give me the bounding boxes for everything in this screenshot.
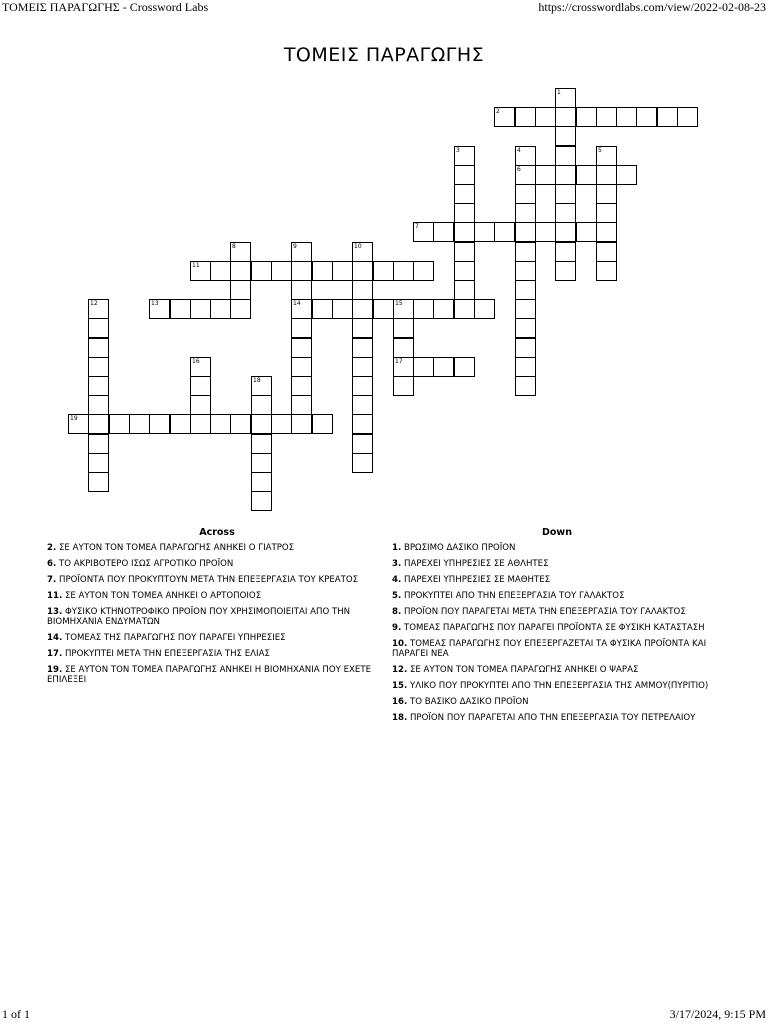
grid-cell[interactable] <box>596 222 617 242</box>
grid-cell[interactable] <box>454 184 475 204</box>
grid-cell[interactable] <box>515 338 536 358</box>
clue-text: ΤΟ ΑΚΡΙΒΟΤΕΡΟ ΙΣΩΣ ΑΓΡΟΤΙΚΟ ΠΡΟΪΟΝ <box>56 559 234 569</box>
grid-cell[interactable] <box>68 414 89 434</box>
clue-number: 13. <box>47 607 63 617</box>
clue-number: 1 <box>557 89 561 96</box>
grid-cell[interactable] <box>454 280 475 300</box>
grid-cell[interactable] <box>515 318 536 338</box>
down-heading: Down <box>542 527 572 538</box>
clue-number: 19 <box>70 415 78 422</box>
grid-cell[interactable] <box>535 165 556 185</box>
down-clue <box>392 543 722 553</box>
clue-number: 10. <box>392 639 408 649</box>
grid-cell[interactable] <box>576 222 597 242</box>
page-count: 1 of 1 <box>2 1007 30 1021</box>
grid-cell[interactable] <box>251 376 272 396</box>
across-clue <box>47 559 387 569</box>
grid-cell[interactable] <box>291 299 312 319</box>
clue-text: ΣΕ ΑΥΤΟΝ ΤΟΝ ΤΟΜΕΑ ΑΝΗΚΕΙ Ο ΑΡΤΟΠΟΙΟΣ <box>62 591 262 601</box>
grid-cell[interactable] <box>291 280 312 300</box>
grid-cell[interactable] <box>454 165 475 185</box>
clue-number: 11. <box>47 591 63 601</box>
grid-cell[interactable] <box>474 299 495 319</box>
grid-cell[interactable] <box>190 414 211 434</box>
grid-cell[interactable] <box>515 107 536 127</box>
grid-cell[interactable] <box>413 299 434 319</box>
grid-cell[interactable] <box>129 414 150 434</box>
grid-cell[interactable] <box>596 203 617 223</box>
grid-cell[interactable] <box>555 184 576 204</box>
grid-cell[interactable] <box>352 434 373 454</box>
grid-cell[interactable] <box>535 222 556 242</box>
across-clue <box>47 633 387 643</box>
clue-number: 5 <box>598 147 602 154</box>
grid-cell[interactable] <box>454 242 475 262</box>
grid-cell[interactable] <box>393 338 414 358</box>
grid-cell[interactable] <box>88 376 109 396</box>
clue-number: 18 <box>253 377 261 384</box>
clue-text: ΣΕ ΑΥΤΟΝ ΤΟΝ ΤΟΜΕΑ ΠΑΡΑΓΩΓΗΣ ΑΝΗΚΕΙ Ο ΨΑΡΑΣ <box>407 665 639 675</box>
grid-cell[interactable] <box>596 146 617 166</box>
grid-cell[interactable] <box>352 318 373 338</box>
grid-cell[interactable] <box>190 261 211 281</box>
grid-cell[interactable] <box>494 222 515 242</box>
grid-cell[interactable] <box>454 222 475 242</box>
clue-number: 2. <box>47 543 57 553</box>
down-clue <box>392 575 722 585</box>
grid-cell[interactable] <box>596 165 617 185</box>
clue-number: 6 <box>517 166 521 173</box>
grid-cell[interactable] <box>251 261 272 281</box>
clue-number: 5. <box>392 591 402 601</box>
grid-cell[interactable] <box>88 357 109 377</box>
grid-cell[interactable] <box>291 395 312 415</box>
clue-number: 8. <box>392 607 402 617</box>
grid-cell[interactable] <box>555 222 576 242</box>
clue-number: 9 <box>293 243 297 250</box>
grid-cell[interactable] <box>515 280 536 300</box>
grid-cell[interactable] <box>230 299 251 319</box>
grid-cell[interactable] <box>555 126 576 146</box>
clue-text: ΤΟ ΒΑΣΙΚΟ ΔΑΣΙΚΟ ΠΡΟΪΟΝ <box>407 697 529 707</box>
clue-number: 1. <box>392 543 402 553</box>
clue-number: 15. <box>392 681 408 691</box>
clue-number: 10 <box>354 243 362 250</box>
clue-text: ΤΟΜΕΑΣ ΠΑΡΑΓΩΓΗΣ ΠΟΥ ΠΑΡΑΓΕΙ ΠΡΟΪΟΝΤΑ ΣΕ ΦΥΣΙΚΗ ΚΑΤΑΣΤΑΣΗ <box>401 623 705 633</box>
puzzle-title: ΤΟΜΕΙΣ ΠΑΡΑΓΩΓΗΣ <box>283 44 485 66</box>
clue-number: 3. <box>392 559 402 569</box>
grid-cell[interactable] <box>251 453 272 473</box>
grid-cell[interactable] <box>230 414 251 434</box>
clue-number: 4 <box>517 147 521 154</box>
down-clues <box>392 528 722 729</box>
grid-cell[interactable] <box>312 414 333 434</box>
grid-cell[interactable] <box>596 184 617 204</box>
grid-cell[interactable] <box>88 472 109 492</box>
grid-cell[interactable] <box>555 165 576 185</box>
clue-number: 14. <box>47 633 63 643</box>
grid-cell[interactable] <box>88 453 109 473</box>
clue-number: 11 <box>192 262 200 269</box>
grid-cell[interactable] <box>291 242 312 262</box>
clue-number: 2 <box>496 108 500 115</box>
grid-cell[interactable] <box>291 414 312 434</box>
print-timestamp: 3/17/2024, 9:15 PM <box>669 1007 766 1021</box>
grid-cell[interactable] <box>312 299 333 319</box>
clue-text: ΠΡΟΚΥΠΤΕΙ ΑΠΟ ΤΗΝ ΕΠΕΞΕΡΓΑΣΙΑ ΤΟΥ ΓΑΛΑΚΤΟΣ <box>401 591 625 601</box>
grid-cell[interactable] <box>352 261 373 281</box>
clue-text: ΣΕ ΑΥΤΟΝ ΤΟΝ ΤΟΜΕΑ ΠΑΡΑΓΩΓΗΣ ΑΝΗΚΕΙ Ο ΓΙΑΤΡΟΣ <box>56 543 295 553</box>
clue-number: 16. <box>392 697 408 707</box>
down-clue <box>392 639 722 659</box>
grid-cell[interactable] <box>170 414 191 434</box>
grid-cell[interactable] <box>312 261 333 281</box>
down-clue <box>392 559 722 569</box>
grid-cell[interactable] <box>433 357 454 377</box>
grid-cell[interactable] <box>393 357 414 377</box>
grid-cell[interactable] <box>393 376 414 396</box>
grid-cell[interactable] <box>413 261 434 281</box>
clue-text: ΠΡΟΪΟΝ ΠΟΥ ΠΑΡΑΓΕΤΑΙ ΜΕΤΑ ΤΗΝ ΕΠΕΞΕΡΓΑΣΙΑ ΤΟΥ ΓΑΛΑΚΤΟΣ <box>401 607 686 617</box>
grid-cell[interactable] <box>596 107 617 127</box>
grid-cell[interactable] <box>190 395 211 415</box>
across-clue <box>47 607 387 627</box>
grid-cell[interactable] <box>88 299 109 319</box>
grid-cell[interactable] <box>373 299 394 319</box>
grid-cell[interactable] <box>190 299 211 319</box>
grid-cell[interactable] <box>251 434 272 454</box>
grid-cell[interactable] <box>291 261 312 281</box>
grid-cell[interactable] <box>393 318 414 338</box>
grid-cell[interactable] <box>393 261 414 281</box>
grid-cell[interactable] <box>454 203 475 223</box>
grid-cell[interactable] <box>210 414 231 434</box>
grid-cell[interactable] <box>454 357 475 377</box>
clue-text: ΠΑΡΕΧΕΙ ΥΠΗΡΕΣΙΕΣ ΣΕ ΜΑΘΗΤΕΣ <box>401 575 551 585</box>
grid-cell[interactable] <box>251 395 272 415</box>
across-clue <box>47 665 387 685</box>
clue-text: ΣΕ ΑΥΤΟΝ ΤΟΝ ΤΟΜΕΑ ΠΑΡΑΓΩΓΗΣ ΑΝΗΚΕΙ Η ΒΙΟΜΗΧΑΝΙΑ ΠΟΥ ΕΧΕΤΕ ΕΠΙΛΕΞΕΙ <box>47 665 372 685</box>
page-url[interactable]: https://crosswordlabs.com/view/2022-02-08-23 <box>538 0 766 14</box>
clue-number: 16 <box>192 358 200 365</box>
grid-cell[interactable] <box>515 261 536 281</box>
grid-cell[interactable] <box>88 318 109 338</box>
grid-cell[interactable] <box>332 261 353 281</box>
clue-text: ΦΥΣΙΚΟ ΚΤΗΝΟΤΡΟΦΙΚΟ ΠΡΟΪΟΝ ΠΟΥ ΧΡΗΣΙΜΟΠΟΙΕΙΤΑΙ ΑΠΟ ΤΗΝ ΒΙΟΜΗΧΑΝΙΑ ΕΝΔΥΜΑΤΩΝ <box>47 607 351 627</box>
across-heading: Across <box>199 527 235 538</box>
clue-number: 19. <box>47 665 63 675</box>
clue-text: ΤΟΜΕΑΣ ΤΗΣ ΠΑΡΑΓΩΓΗΣ ΠΟΥ ΠΑΡΑΓΕΙ ΥΠΗΡΕΣΙΕΣ <box>62 633 286 643</box>
grid-cell[interactable] <box>230 261 251 281</box>
clue-text: ΥΛΙΚΟ ΠΟΥ ΠΡΟΚΥΠΤΕΙ ΑΠΟ ΤΗΝ ΕΠΕΞΕΡΓΑΣΙΑ ΤΗΣ ΑΜΜΟΥ(ΠΥΡΙΤΙΟ) <box>407 681 709 691</box>
grid-cell[interactable] <box>494 107 515 127</box>
grid-cell[interactable] <box>291 338 312 358</box>
print-footer <box>0 1008 768 1024</box>
grid-cell[interactable] <box>555 88 576 108</box>
grid-cell[interactable] <box>251 414 272 434</box>
grid-cell[interactable] <box>149 299 170 319</box>
grid-cell[interactable] <box>454 146 475 166</box>
clue-text: ΠΡΟΪΟΝ ΠΟΥ ΠΑΡΑΓΕΤΑΙ ΑΠΟ ΤΗΝ ΕΠΕΞΕΡΓΑΣΙΑ ΤΟΥ ΠΕΤΡΕΛΑΙΟΥ <box>407 713 696 723</box>
clue-number: 17 <box>395 358 403 365</box>
clue-number: 15 <box>395 300 403 307</box>
grid-cell[interactable] <box>190 376 211 396</box>
grid-cell[interactable] <box>515 357 536 377</box>
clue-number: 14 <box>293 300 301 307</box>
clue-number: 7 <box>415 223 419 230</box>
grid-cell[interactable] <box>210 261 231 281</box>
down-clue <box>392 607 722 617</box>
grid-cell[interactable] <box>576 107 597 127</box>
clue-number: 6. <box>47 559 57 569</box>
grid-cell[interactable] <box>515 299 536 319</box>
grid-cell[interactable] <box>251 491 272 511</box>
grid-cell[interactable] <box>149 414 170 434</box>
grid-cell[interactable] <box>413 357 434 377</box>
across-clues <box>47 528 387 691</box>
grid-cell[interactable] <box>515 203 536 223</box>
grid-cell[interactable] <box>636 107 657 127</box>
clue-number: 13 <box>151 300 159 307</box>
grid-cell[interactable] <box>88 434 109 454</box>
grid-cell[interactable] <box>352 299 373 319</box>
across-clue <box>47 543 387 553</box>
clue-number: 12 <box>90 300 98 307</box>
grid-cell[interactable] <box>616 107 637 127</box>
clue-number: 8 <box>232 243 236 250</box>
clue-text: ΠΑΡΕΧΕΙ ΥΠΗΡΕΣΙΕΣ ΣΕ ΑΘΛΗΤΕΣ <box>401 559 549 569</box>
grid-cell[interactable] <box>88 414 109 434</box>
clue-text: ΠΡΟΚΥΠΤΕΙ ΜΕΤΑ ΤΗΝ ΕΠΕΞΕΡΓΑΣΙΑ ΤΗΣ ΕΛΙΑΣ <box>62 649 270 659</box>
grid-cell[interactable] <box>230 280 251 300</box>
grid-cell[interactable] <box>109 414 130 434</box>
grid-cell[interactable] <box>474 222 495 242</box>
page-title: ΤΟΜΕΙΣ ΠΑΡΑΓΩΓΗΣ - Crossword Labs <box>2 0 209 14</box>
grid-cell[interactable] <box>515 146 536 166</box>
grid-cell[interactable] <box>352 453 373 473</box>
across-clue <box>47 575 387 585</box>
across-clue <box>47 649 387 659</box>
grid-cell[interactable] <box>555 242 576 262</box>
clue-text: ΠΡΟΪΟΝΤΑ ΠΟΥ ΠΡΟΚΥΠΤΟΥΝ ΜΕΤΑ ΤΗΝ ΕΠΕΞΕΡΓΑΣΙΑ ΤΟΥ ΚΡΕΑΤΟΣ <box>56 575 359 585</box>
grid-cell[interactable] <box>170 299 191 319</box>
across-clue <box>47 591 387 601</box>
grid-cell[interactable] <box>555 146 576 166</box>
grid-cell[interactable] <box>413 222 434 242</box>
grid-cell[interactable] <box>576 165 597 185</box>
grid-cell[interactable] <box>352 395 373 415</box>
grid-cell[interactable] <box>291 357 312 377</box>
grid-cell[interactable] <box>352 357 373 377</box>
grid-cell[interactable] <box>393 299 414 319</box>
grid-cell[interactable] <box>596 242 617 262</box>
grid-cell[interactable] <box>454 261 475 281</box>
grid-cell[interactable] <box>515 184 536 204</box>
grid-cell[interactable] <box>515 376 536 396</box>
grid-cell[interactable] <box>677 107 698 127</box>
grid-cell[interactable] <box>291 318 312 338</box>
grid-cell[interactable] <box>555 261 576 281</box>
grid-cell[interactable] <box>555 107 576 127</box>
grid-cell[interactable] <box>88 395 109 415</box>
grid-cell[interactable] <box>616 165 637 185</box>
clue-number: 17. <box>47 649 63 659</box>
grid-cell[interactable] <box>535 107 556 127</box>
grid-cell[interactable] <box>291 376 312 396</box>
grid-cell[interactable] <box>433 299 454 319</box>
grid-cell[interactable] <box>515 222 536 242</box>
down-clue <box>392 623 722 633</box>
grid-cell[interactable] <box>352 414 373 434</box>
grid-cell[interactable] <box>596 261 617 281</box>
clue-text: ΤΟΜΕΑΣ ΠΑΡΑΓΩΓΗΣ ΠΟΥ ΕΠΕΞΕΡΓΑΖΕΤΑΙ ΤΑ ΦΥΣΙΚΑ ΠΡΟΪΟΝΤΑ ΚΑΙ ΠΑΡΑΓΕΙ ΝΕΑ <box>392 639 707 659</box>
clue-number: 9. <box>392 623 402 633</box>
grid-cell[interactable] <box>88 338 109 358</box>
grid-cell[interactable] <box>433 222 454 242</box>
grid-cell[interactable] <box>352 338 373 358</box>
grid-cell[interactable] <box>352 242 373 262</box>
down-clue <box>392 681 722 691</box>
grid-cell[interactable] <box>230 242 251 262</box>
grid-cell[interactable] <box>515 242 536 262</box>
grid-cell[interactable] <box>352 280 373 300</box>
grid-cell[interactable] <box>657 107 678 127</box>
grid-cell[interactable] <box>332 299 353 319</box>
grid-cell[interactable] <box>271 261 292 281</box>
clue-number: 18. <box>392 713 408 723</box>
clue-number: 4. <box>392 575 402 585</box>
down-clue <box>392 591 722 601</box>
clue-number: 12. <box>392 665 408 675</box>
clue-number: 7. <box>47 575 57 585</box>
grid-cell[interactable] <box>454 299 475 319</box>
grid-cell[interactable] <box>515 165 536 185</box>
grid-cell[interactable] <box>210 299 231 319</box>
grid-cell[interactable] <box>271 414 292 434</box>
down-clue <box>392 665 722 675</box>
grid-cell[interactable] <box>555 203 576 223</box>
grid-cell[interactable] <box>251 472 272 492</box>
grid-cell[interactable] <box>190 357 211 377</box>
down-clue <box>392 713 722 723</box>
grid-cell[interactable] <box>352 376 373 396</box>
grid-cell[interactable] <box>373 261 394 281</box>
clue-number: 3 <box>456 147 460 154</box>
clue-text: ΒΡΩΣΙΜΟ ΔΑΣΙΚΟ ΠΡΟΪΟΝ <box>401 543 516 553</box>
down-clue <box>392 697 722 707</box>
